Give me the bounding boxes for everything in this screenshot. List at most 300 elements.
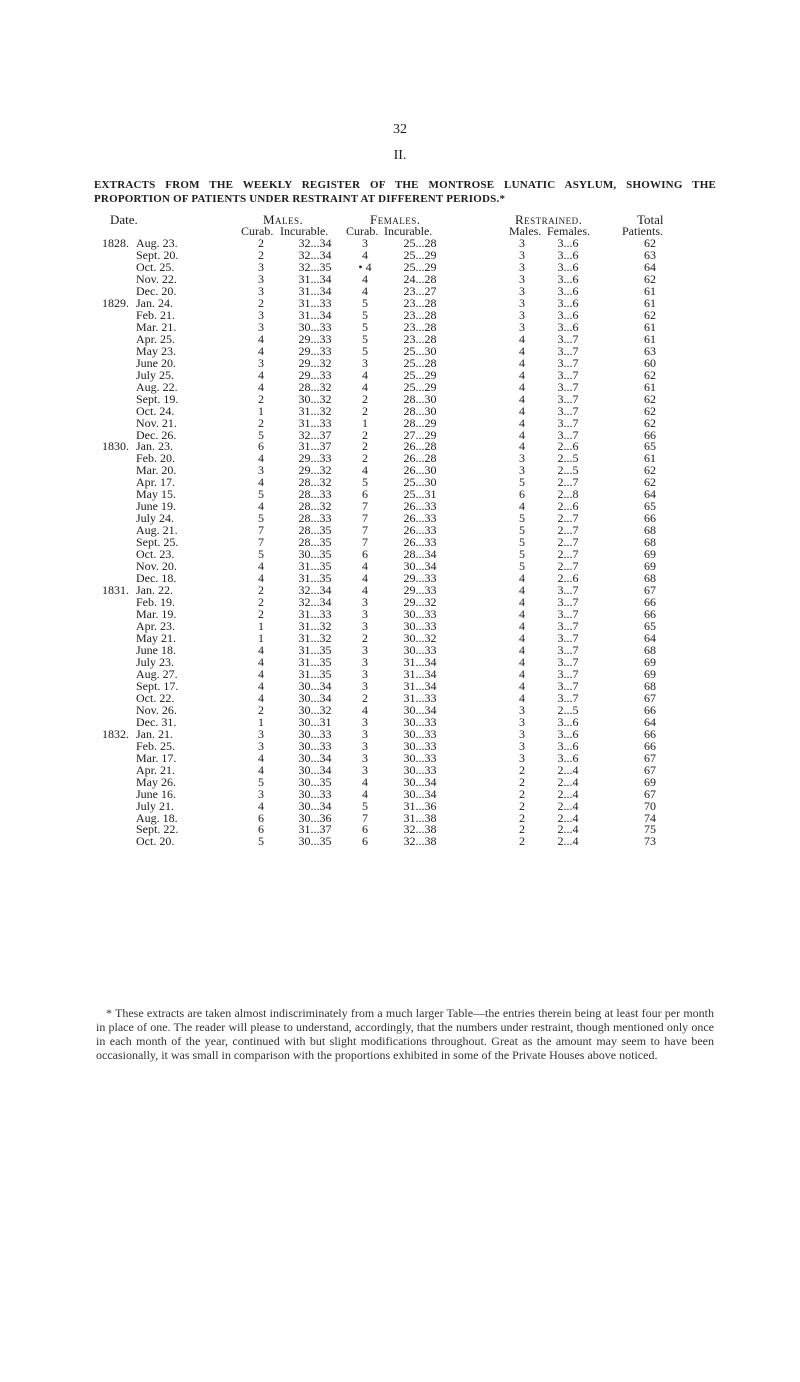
females-incurable-cell: 30...33 [403, 738, 437, 753]
males-incurable-cell: 31...33 [298, 607, 332, 622]
males-curable-cell: 4 [258, 331, 264, 346]
restrained-males-cell: 4 [519, 678, 525, 693]
females-curable-cell: 4 [362, 271, 368, 286]
table-row [0, 357, 800, 369]
total-patients-cell: 66 [644, 726, 656, 741]
females-curable-cell: 2 [362, 690, 368, 705]
restrained-males-cell: 5 [519, 547, 525, 562]
females-incurable-cell: 31...34 [403, 666, 437, 681]
males-incurable-cell: 28...33 [298, 487, 332, 502]
restrained-males-cell: 4 [519, 690, 525, 705]
females-curable-cell: 5 [362, 798, 368, 813]
males-incurable-cell: 29...32 [298, 463, 332, 478]
restrained-males-cell: 5 [519, 535, 525, 550]
restrained-females-cell: 3...7 [557, 630, 579, 645]
restrained-females-cell: 3...7 [557, 331, 579, 346]
date-cell: June 20. [136, 355, 176, 370]
males-incurable-cell: 28...32 [298, 379, 332, 394]
total-patients-cell: 67 [644, 762, 656, 777]
date-cell: July 25. [136, 367, 175, 382]
males-incurable-cell: 32...34 [298, 583, 332, 598]
females-incurable-cell: 28...30 [403, 391, 437, 406]
total-patients-cell: 62 [644, 403, 656, 418]
date-cell: Aug. 23. [136, 236, 178, 250]
males-curable-cell: 4 [258, 762, 264, 777]
males-curable-cell: 5 [258, 547, 264, 562]
table-row [0, 333, 800, 345]
females-incurable-cell: 29...33 [403, 571, 437, 586]
table-row [0, 488, 800, 500]
total-patients-cell: 61 [644, 379, 656, 394]
total-patients-cell: 74 [644, 810, 656, 825]
females-incurable-cell: 25...30 [403, 475, 437, 490]
males-incurable-cell: 31...32 [298, 403, 332, 418]
restrained-males-cell: 3 [519, 259, 525, 274]
females-incurable-cell: 28...30 [403, 403, 437, 418]
total-patients-cell: 69 [644, 774, 656, 789]
restrained-males-cell: 3 [519, 750, 525, 765]
total-patients-cell: 62 [644, 236, 656, 250]
date-cell: Oct. 23. [136, 547, 175, 562]
restrained-females-cell: 3...7 [557, 642, 579, 657]
total-patients-cell: 66 [644, 702, 656, 717]
table-row [0, 740, 800, 752]
females-incurable-cell: 28...29 [403, 415, 437, 430]
table-row [0, 752, 800, 764]
restrained-females-cell: 3...6 [557, 726, 579, 741]
total-patients-cell: 62 [644, 307, 656, 322]
restrained-females-cell: 3...7 [557, 595, 579, 610]
header-females-curab: Curab. [346, 224, 379, 238]
males-curable-cell: 4 [258, 654, 264, 669]
total-patients-cell: 61 [644, 295, 656, 310]
table-row [0, 309, 800, 321]
females-incurable-cell: 25...29 [403, 247, 437, 262]
restrained-males-cell: 5 [519, 559, 525, 574]
males-curable-cell: 2 [258, 236, 264, 250]
restrained-females-cell: 2...7 [557, 559, 579, 574]
females-curable-cell: 2 [362, 451, 368, 466]
males-curable-cell: 5 [258, 511, 264, 526]
date-cell: July 24. [136, 511, 175, 526]
males-curable-cell: 1 [258, 619, 264, 633]
restrained-females-cell: 3...7 [557, 619, 579, 633]
males-curable-cell: 3 [258, 738, 264, 753]
date-cell: Sept. 22. [136, 822, 179, 837]
males-incurable-cell: 31...37 [298, 439, 332, 454]
header-females: Females. [370, 212, 421, 227]
total-patients-cell: 61 [644, 319, 656, 334]
total-patients-cell: 69 [644, 666, 656, 681]
males-incurable-cell: 30...33 [298, 786, 332, 801]
restrained-females-cell: 3...7 [557, 415, 579, 430]
males-curable-cell: 4 [258, 343, 264, 358]
males-incurable-cell: 30...34 [298, 690, 332, 705]
date-cell: Dec. 31. [136, 714, 177, 729]
restrained-females-cell: 2...7 [557, 475, 579, 490]
males-incurable-cell: 31...32 [298, 630, 332, 645]
table-row [0, 261, 800, 273]
males-curable-cell: 4 [258, 690, 264, 705]
total-patients-cell: 68 [644, 571, 656, 586]
males-incurable-cell: 32...34 [298, 236, 332, 250]
restrained-males-cell: 4 [519, 403, 525, 418]
males-curable-cell: 4 [258, 750, 264, 765]
males-incurable-cell: 31...34 [298, 271, 332, 286]
males-curable-cell: 4 [258, 666, 264, 681]
date-cell: Mar. 17. [136, 750, 177, 765]
restrained-females-cell: 2...8 [557, 487, 579, 502]
restrained-females-cell: 2...4 [557, 798, 579, 813]
males-curable-cell: 6 [258, 822, 264, 837]
total-patients-cell: 64 [644, 487, 656, 502]
date-cell: Dec. 20. [136, 283, 177, 298]
total-patients-cell: 62 [644, 475, 656, 490]
total-patients-cell: 66 [644, 738, 656, 753]
males-incurable-cell: 30...34 [298, 750, 332, 765]
restrained-females-cell: 2...5 [557, 463, 579, 478]
males-curable-cell: 4 [258, 678, 264, 693]
males-incurable-cell: 29...33 [298, 451, 332, 466]
restrained-females-cell: 3...7 [557, 654, 579, 669]
date-cell: Feb. 20. [136, 451, 175, 466]
table-row [0, 452, 800, 464]
males-incurable-cell: 31...32 [298, 619, 332, 633]
females-incurable-cell: 26...33 [403, 523, 437, 538]
total-patients-cell: 69 [644, 654, 656, 669]
restrained-males-cell: 4 [519, 571, 525, 586]
males-curable-cell: 2 [258, 595, 264, 610]
table-row [0, 620, 800, 632]
table-row [0, 704, 800, 716]
restrained-males-cell: 4 [519, 355, 525, 370]
date-cell: Feb. 19. [136, 595, 175, 610]
males-incurable-cell: 29...33 [298, 343, 332, 358]
header-males-curab: Curab. [241, 224, 274, 238]
males-curable-cell: 3 [258, 786, 264, 801]
total-patients-cell: 62 [644, 415, 656, 430]
males-incurable-cell: 30...33 [298, 319, 332, 334]
restrained-males-cell: 4 [519, 379, 525, 394]
females-curable-cell: 4 [362, 786, 368, 801]
males-incurable-cell: 31...37 [298, 822, 332, 837]
females-incurable-cell: 29...32 [403, 595, 437, 610]
males-incurable-cell: 30...33 [298, 738, 332, 753]
restrained-males-cell: 3 [519, 307, 525, 322]
males-curable-cell: 2 [258, 583, 264, 598]
females-incurable-cell: 30...34 [403, 786, 437, 801]
males-incurable-cell: 28...32 [298, 475, 332, 490]
restrained-females-cell: 3...7 [557, 391, 579, 406]
total-patients-cell: 67 [644, 750, 656, 765]
year-cell: 1829. [102, 295, 129, 310]
males-curable-cell: 1 [258, 630, 264, 645]
restrained-males-cell: 4 [519, 439, 525, 454]
males-curable-cell: 5 [258, 774, 264, 789]
date-cell: May 26. [136, 774, 176, 789]
females-curable-cell: 3 [362, 678, 368, 693]
total-patients-cell: 65 [644, 619, 656, 633]
restrained-males-cell: 2 [519, 810, 525, 825]
total-patients-cell: 70 [644, 798, 656, 813]
table-row [0, 417, 800, 429]
restrained-females-cell: 3...6 [557, 319, 579, 334]
females-incurable-cell: 30...33 [403, 714, 437, 729]
females-curable-cell: 6 [362, 487, 368, 502]
males-incurable-cell: 32...34 [298, 247, 332, 262]
females-incurable-cell: 30...33 [403, 762, 437, 777]
females-incurable-cell: 31...33 [403, 690, 437, 705]
males-incurable-cell: 30...35 [298, 834, 332, 849]
restrained-males-cell: 2 [519, 762, 525, 777]
restrained-males-cell: 4 [519, 630, 525, 645]
table-row [0, 668, 800, 680]
males-incurable-cell: 30...32 [298, 702, 332, 717]
females-incurable-cell: 23...28 [403, 331, 437, 346]
males-curable-cell: 4 [258, 499, 264, 514]
header-date: Date. [110, 212, 138, 227]
females-curable-cell: • 4 [358, 259, 372, 274]
restrained-females-cell: 2...5 [557, 702, 579, 717]
restrained-females-cell: 3...6 [557, 247, 579, 262]
total-patients-cell: 66 [644, 427, 656, 442]
males-curable-cell: 2 [258, 295, 264, 310]
total-patients-cell: 62 [644, 391, 656, 406]
date-cell: Aug. 22. [136, 379, 178, 394]
footnote: * These extracts are taken almost indiscriminately from a much larger Table—the entries therein being at least four per month in place of one. The reader will please to understand, accordingly, that the numbers under restraint, though mentioned only once in each month of the year, continued with but slight modifications throughout. Great as the amount may seem to have been occasionally, it was small in comparison with the proportions exhibited in some of the Private Houses above noticed. [96, 1006, 714, 1062]
table-row [0, 500, 800, 512]
males-incurable-cell: 30...35 [298, 774, 332, 789]
females-incurable-cell: 26...30 [403, 463, 437, 478]
header-restrained-males: Males. [509, 224, 542, 238]
restrained-females-cell: 2...7 [557, 511, 579, 526]
restrained-females-cell: 2...7 [557, 535, 579, 550]
females-incurable-cell: 30...34 [403, 774, 437, 789]
males-incurable-cell: 30...34 [298, 762, 332, 777]
table-row [0, 764, 800, 776]
restrained-females-cell: 3...7 [557, 678, 579, 693]
males-incurable-cell: 31...35 [298, 571, 332, 586]
males-curable-cell: 4 [258, 451, 264, 466]
date-cell: Sept. 19. [136, 391, 179, 406]
date-cell: Nov. 20. [136, 559, 177, 574]
females-incurable-cell: 25...31 [403, 487, 437, 502]
table-row [0, 524, 800, 536]
females-incurable-cell: 30...34 [403, 702, 437, 717]
header-males-incurable: Incurable. [280, 224, 329, 238]
females-curable-cell: 3 [362, 607, 368, 622]
total-patients-cell: 67 [644, 690, 656, 705]
females-curable-cell: 4 [362, 379, 368, 394]
females-curable-cell: 6 [362, 834, 368, 849]
females-curable-cell: 3 [362, 750, 368, 765]
year-cell: 1832. [102, 726, 129, 741]
table-row [0, 584, 800, 596]
males-curable-cell: 1 [258, 714, 264, 729]
date-cell: Jan. 21. [136, 726, 173, 741]
restrained-males-cell: 3 [519, 247, 525, 262]
date-cell: Oct. 22. [136, 690, 175, 705]
males-curable-cell: 6 [258, 439, 264, 454]
date-cell: Mar. 19. [136, 607, 177, 622]
date-cell: June 16. [136, 786, 176, 801]
females-incurable-cell: 27...29 [403, 427, 437, 442]
males-curable-cell: 1 [258, 403, 264, 418]
table-row [0, 788, 800, 800]
females-incurable-cell: 30...32 [403, 630, 437, 645]
restrained-males-cell: 3 [519, 726, 525, 741]
table-row [0, 393, 800, 405]
date-cell: Mar. 20. [136, 463, 177, 478]
restrained-males-cell: 3 [519, 463, 525, 478]
restrained-males-cell: 2 [519, 774, 525, 789]
females-incurable-cell: 28...34 [403, 547, 437, 562]
section-numeral: II. [393, 148, 407, 163]
males-curable-cell: 4 [258, 367, 264, 382]
females-curable-cell: 2 [362, 391, 368, 406]
females-incurable-cell: 26...28 [403, 439, 437, 454]
females-curable-cell: 7 [362, 535, 368, 550]
restrained-females-cell: 3...7 [557, 355, 579, 370]
females-curable-cell: 2 [362, 630, 368, 645]
males-curable-cell: 7 [258, 523, 264, 538]
date-cell: June 18. [136, 642, 176, 657]
males-incurable-cell: 30...31 [298, 714, 332, 729]
page-number: 32 [393, 122, 407, 137]
year-cell: 1828. [102, 236, 129, 250]
males-incurable-cell: 30...32 [298, 391, 332, 406]
females-curable-cell: 6 [362, 547, 368, 562]
females-incurable-cell: 26...33 [403, 535, 437, 550]
females-incurable-cell: 23...28 [403, 295, 437, 310]
restrained-males-cell: 5 [519, 523, 525, 538]
males-curable-cell: 3 [258, 726, 264, 741]
date-cell: Sept. 17. [136, 678, 179, 693]
males-curable-cell: 2 [258, 391, 264, 406]
males-curable-cell: 2 [258, 607, 264, 622]
date-cell: June 19. [136, 499, 176, 514]
table-caption: EXTRACTS FROM THE WEEKLY REGISTER OF THE MONTROSE LUNATIC ASYLUM, SHOWING THE PROPORTION OF PATIENTS UNDER RESTRAINT AT DIFFERENT PERIODS.* [94, 179, 716, 205]
restrained-males-cell: 4 [519, 654, 525, 669]
restrained-females-cell: 3...7 [557, 666, 579, 681]
table-row [0, 716, 800, 728]
table-row [0, 536, 800, 548]
restrained-males-cell: 4 [519, 642, 525, 657]
table-row [0, 656, 800, 668]
total-patients-cell: 63 [644, 343, 656, 358]
males-curable-cell: 3 [258, 283, 264, 298]
females-curable-cell: 7 [362, 511, 368, 526]
total-patients-cell: 61 [644, 283, 656, 298]
restrained-males-cell: 3 [519, 702, 525, 717]
date-cell: Oct. 20. [136, 834, 175, 849]
restrained-males-cell: 3 [519, 283, 525, 298]
date-cell: July 23. [136, 654, 175, 669]
table-row [0, 560, 800, 572]
females-curable-cell: 5 [362, 475, 368, 490]
restrained-females-cell: 2...4 [557, 822, 579, 837]
males-incurable-cell: 32...37 [298, 427, 332, 442]
restrained-males-cell: 3 [519, 295, 525, 310]
males-curable-cell: 4 [258, 798, 264, 813]
date-cell: Jan. 22. [136, 583, 173, 598]
table-row [0, 369, 800, 381]
restrained-males-cell: 4 [519, 499, 525, 514]
total-patients-cell: 68 [644, 678, 656, 693]
females-incurable-cell: 31...34 [403, 654, 437, 669]
females-incurable-cell: 23...28 [403, 307, 437, 322]
restrained-males-cell: 4 [519, 331, 525, 346]
restrained-males-cell: 3 [519, 319, 525, 334]
date-cell: Apr. 25. [136, 331, 175, 346]
date-cell: Feb. 25. [136, 738, 175, 753]
females-incurable-cell: 25...28 [403, 236, 437, 250]
restrained-males-cell: 4 [519, 607, 525, 622]
restrained-females-cell: 3...6 [557, 259, 579, 274]
females-incurable-cell: 30...33 [403, 750, 437, 765]
restrained-females-cell: 3...7 [557, 379, 579, 394]
restrained-females-cell: 2...6 [557, 439, 579, 454]
table-row [0, 381, 800, 393]
date-cell: Nov. 21. [136, 415, 177, 430]
restrained-females-cell: 2...4 [557, 774, 579, 789]
header-females-incurable: Incurable. [384, 224, 433, 238]
females-curable-cell: 3 [362, 762, 368, 777]
males-curable-cell: 5 [258, 834, 264, 849]
year-cell: 1830. [102, 439, 129, 454]
males-incurable-cell: 32...35 [298, 259, 332, 274]
males-curable-cell: 2 [258, 702, 264, 717]
females-incurable-cell: 30...33 [403, 642, 437, 657]
restrained-females-cell: 2...4 [557, 786, 579, 801]
date-cell: Oct. 24. [136, 403, 175, 418]
restrained-males-cell: 4 [519, 666, 525, 681]
females-curable-cell: 4 [362, 247, 368, 262]
restrained-females-cell: 3...6 [557, 738, 579, 753]
restrained-females-cell: 2...4 [557, 834, 579, 849]
females-curable-cell: 3 [362, 355, 368, 370]
males-curable-cell: 7 [258, 535, 264, 550]
restrained-males-cell: 2 [519, 822, 525, 837]
males-incurable-cell: 30...34 [298, 798, 332, 813]
restrained-males-cell: 4 [519, 427, 525, 442]
males-curable-cell: 3 [258, 307, 264, 322]
females-incurable-cell: 29...33 [403, 583, 437, 598]
restrained-females-cell: 3...7 [557, 427, 579, 442]
females-curable-cell: 3 [362, 738, 368, 753]
females-curable-cell: 3 [362, 236, 368, 250]
table-row [0, 596, 800, 608]
table-row [0, 812, 800, 824]
females-curable-cell: 3 [362, 666, 368, 681]
females-curable-cell: 3 [362, 595, 368, 610]
females-incurable-cell: 31...34 [403, 678, 437, 693]
restrained-females-cell: 3...6 [557, 307, 579, 322]
total-patients-cell: 69 [644, 547, 656, 562]
restrained-males-cell: 5 [519, 475, 525, 490]
males-incurable-cell: 30...36 [298, 810, 332, 825]
females-curable-cell: 2 [362, 439, 368, 454]
restrained-males-cell: 2 [519, 798, 525, 813]
males-incurable-cell: 28...32 [298, 499, 332, 514]
restrained-females-cell: 3...7 [557, 607, 579, 622]
restrained-females-cell: 3...6 [557, 295, 579, 310]
restrained-males-cell: 2 [519, 834, 525, 849]
date-cell: Aug. 27. [136, 666, 178, 681]
table-row [0, 548, 800, 560]
females-curable-cell: 4 [362, 702, 368, 717]
total-patients-cell: 68 [644, 523, 656, 538]
